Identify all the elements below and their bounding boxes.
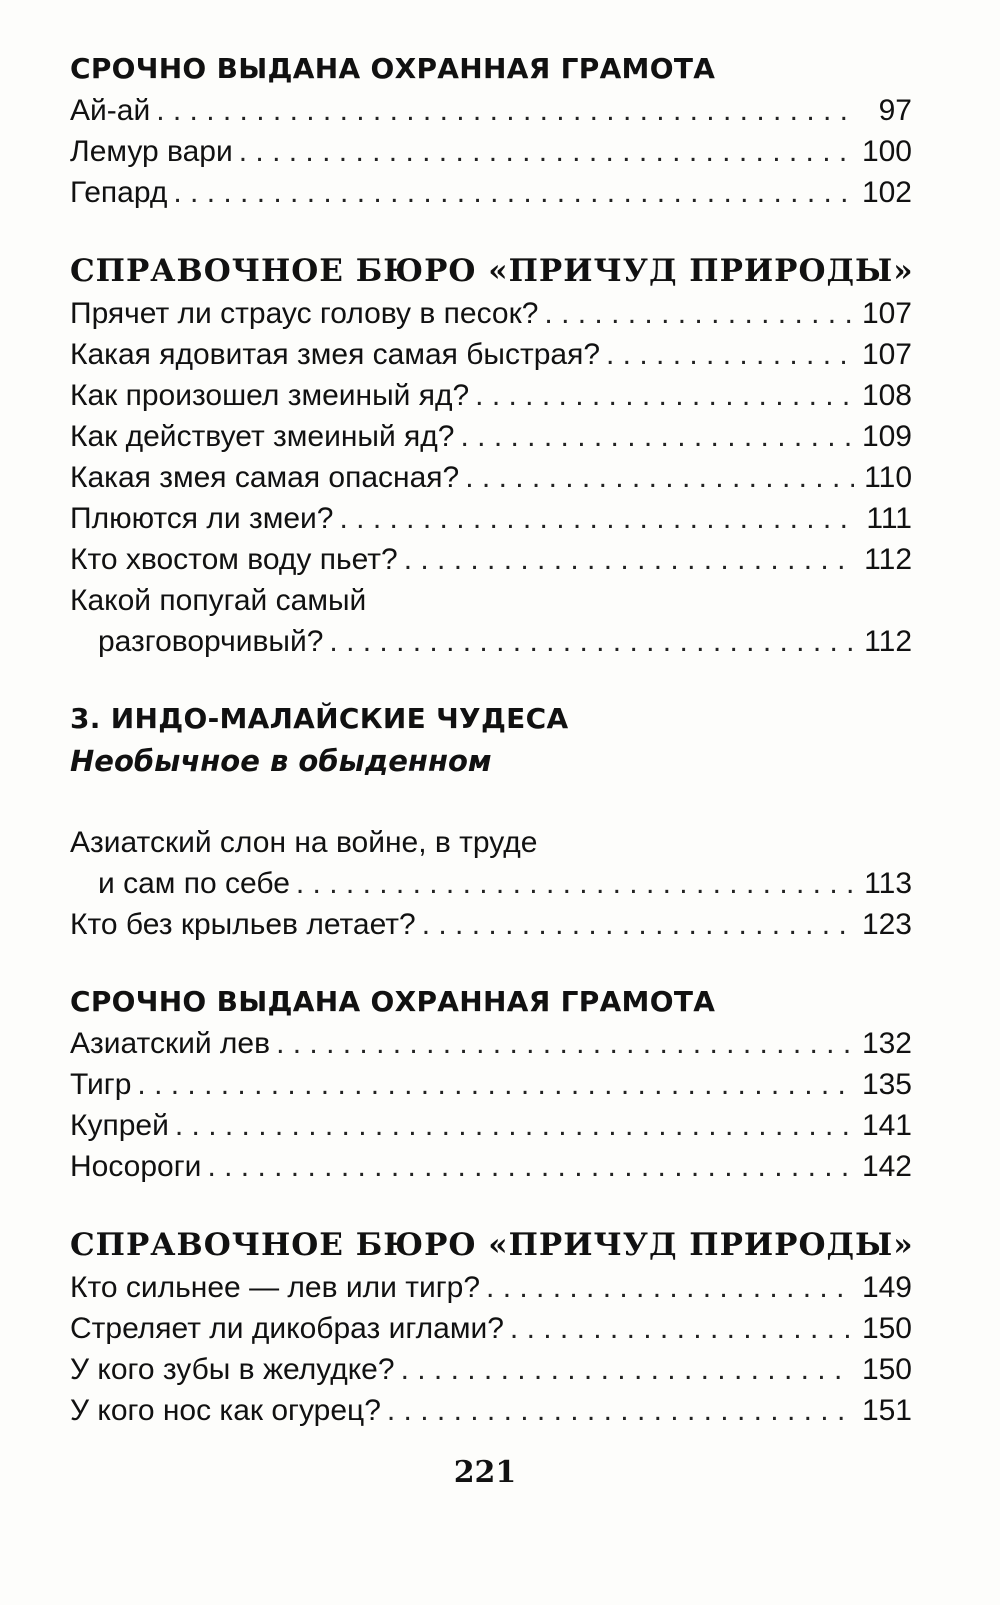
entry-page: 97 <box>878 94 912 127</box>
entry-title: Кто без крыльев летает? <box>70 908 416 941</box>
entry-title: Купрей <box>70 1109 169 1142</box>
chapter-title: 3. ИНДО-МАЛАЙСКИЕ ЧУДЕСА <box>70 702 569 735</box>
entry-title: разговорчивый? <box>98 625 324 658</box>
toc-entry <box>70 1267 912 1308</box>
toc-entry <box>70 131 912 172</box>
leader-dots <box>137 1064 852 1105</box>
toc-entry <box>70 334 912 375</box>
leader-dots <box>510 1308 852 1349</box>
section-heading: СПРАВОЧНОЕ БЮРО «ПРИЧУД ПРИРОДЫ» <box>70 253 914 289</box>
toc-entry <box>70 1308 912 1349</box>
entry-title: Гепард <box>70 176 168 209</box>
entry-title: Какая змея самая опасная? <box>70 461 460 494</box>
toc-entry <box>70 1064 912 1105</box>
entry-title: Тигр <box>70 1068 132 1101</box>
entry-page: 135 <box>861 1068 912 1101</box>
entry-title-line1: Азиатский слон на войне, в труде <box>70 826 538 859</box>
entry-title: Носороги <box>70 1150 202 1183</box>
toc-entry <box>70 293 912 334</box>
toc-entry <box>70 457 912 498</box>
leader-dots <box>239 131 852 172</box>
entry-page: 107 <box>861 297 912 330</box>
entry-title: Ай-ай <box>70 94 151 127</box>
toc-entry <box>70 498 912 539</box>
entry-page: 132 <box>861 1027 912 1060</box>
leader-dots <box>404 539 854 580</box>
leader-dots <box>156 90 856 131</box>
toc-entry <box>70 621 912 662</box>
entry-page: 141 <box>861 1109 912 1142</box>
leader-dots <box>207 1146 851 1187</box>
entry-title: Кто сильнее — лев или тигр? <box>70 1271 481 1304</box>
entry-title: Лемур вари <box>70 135 233 168</box>
leader-dots <box>175 1105 852 1146</box>
leader-dots <box>296 863 854 904</box>
leader-dots <box>387 1390 852 1431</box>
entry-title: У кого зубы в желудке? <box>70 1353 395 1386</box>
entry-page: 110 <box>864 461 912 494</box>
toc-entry <box>70 90 912 131</box>
leader-dots <box>422 904 852 945</box>
section-heading: СРОЧНО ВЫДАНА ОХРАННАЯ ГРАМОТА <box>70 985 716 1018</box>
toc-entry <box>70 863 912 904</box>
entry-page: 109 <box>861 420 912 453</box>
entry-title-line1: Какой попугай самый <box>70 584 367 617</box>
entry-page: 108 <box>861 379 912 412</box>
leader-dots <box>465 457 854 498</box>
entry-title: и сам по себе <box>98 867 290 900</box>
toc-entry <box>70 1146 912 1187</box>
leader-dots <box>276 1023 852 1064</box>
entry-page: 113 <box>864 867 912 900</box>
leader-dots <box>544 293 852 334</box>
page-number: 221 <box>453 1455 517 1490</box>
entry-page: 150 <box>861 1353 912 1386</box>
entry-page: 142 <box>861 1150 912 1183</box>
entry-title: У кого нос как огурец? <box>70 1394 381 1427</box>
entry-page: 102 <box>861 176 912 209</box>
toc-entry <box>70 1349 912 1390</box>
entry-title: Как действует змеиный яд? <box>70 420 455 453</box>
toc-entry <box>70 1105 912 1146</box>
table-of-contents <box>70 48 912 1431</box>
entry-page: 107 <box>861 338 912 371</box>
entry-page: 100 <box>861 135 912 168</box>
section-heading: СРОЧНО ВЫДАНА ОХРАННАЯ ГРАМОТА <box>70 52 716 85</box>
entry-title: Кто хвостом воду пьет? <box>70 543 398 576</box>
leader-dots <box>606 334 852 375</box>
toc-entry <box>70 416 912 457</box>
entry-page: 149 <box>861 1271 912 1304</box>
toc-entry <box>70 904 912 945</box>
leader-dots <box>329 621 854 662</box>
leader-dots <box>486 1267 852 1308</box>
section-heading: СПРАВОЧНОЕ БЮРО «ПРИЧУД ПРИРОДЫ» <box>70 1227 914 1263</box>
leader-dots <box>401 1349 852 1390</box>
entry-title: Как произошел змеиный яд? <box>70 379 470 412</box>
leader-dots <box>173 172 852 213</box>
entry-page: 151 <box>861 1394 912 1427</box>
toc-entry <box>70 1390 912 1431</box>
toc-entry <box>70 375 912 416</box>
toc-entry <box>70 1023 912 1064</box>
entry-title: Какая ядовитая змея самая быстрая? <box>70 338 601 371</box>
entry-page: 123 <box>861 908 912 941</box>
entry-page: 150 <box>861 1312 912 1345</box>
leader-dots <box>475 375 852 416</box>
leader-dots <box>340 498 857 539</box>
toc-entry <box>70 539 912 580</box>
entry-title: Стреляет ли дикобраз иглами? <box>70 1312 504 1345</box>
entry-page: 112 <box>864 543 912 576</box>
entry-page: 111 <box>866 502 912 535</box>
leader-dots <box>461 416 852 457</box>
entry-title: Азиатский лев <box>70 1027 271 1060</box>
chapter-subtitle: Необычное в обыденном <box>70 744 492 778</box>
entry-title: Плюются ли змеи? <box>70 502 334 535</box>
toc-entry <box>70 172 912 213</box>
entry-title: Прячет ли страус голову в песок? <box>70 297 539 330</box>
entry-page: 112 <box>864 625 912 658</box>
